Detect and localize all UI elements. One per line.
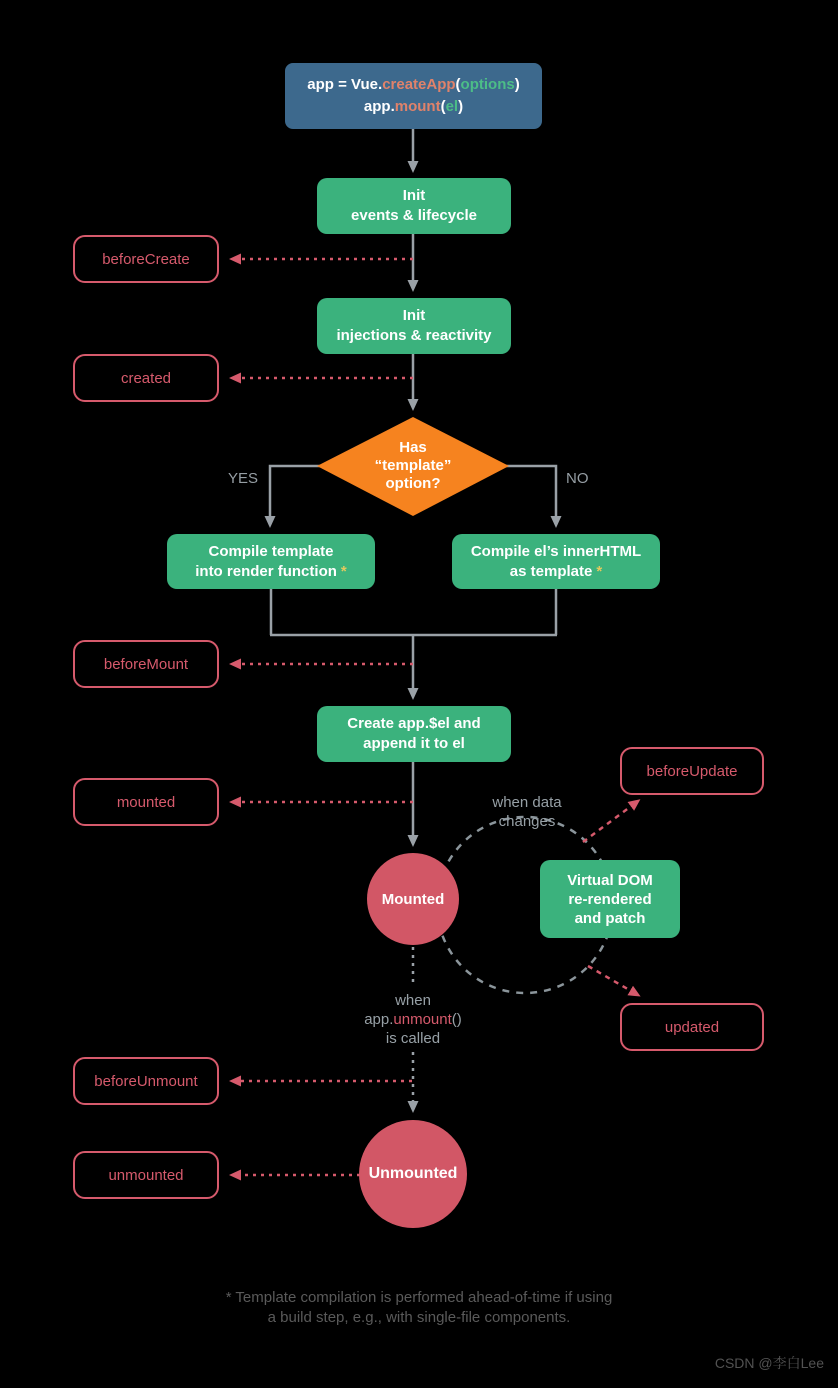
hook-label-beforemount [73,640,219,688]
code-paren: ( [440,98,446,115]
footnote-asterisk: * [596,562,603,580]
init-events-line1: Init [402,187,426,204]
code-line-2 [364,96,463,118]
compile-template-line1: Compile template [208,542,334,560]
compile-template-box [167,534,375,589]
hook-label-beforecreate [73,235,219,283]
compile-el-line2-text: as template [509,562,593,580]
footnote-line2: a build step, e.g., with single-file components. [267,1309,571,1326]
code-line-1 [307,74,519,96]
init-injections-line2: injections & reactivity [336,327,492,344]
code-arg-el: el [445,98,459,115]
hook-text: mounted [116,793,176,811]
create-el-line1: Create app.$el and [347,715,481,732]
unmount-note-pre: app. [364,1011,394,1028]
compile-template-line2-text: into render function [195,562,337,580]
hook-label-created [73,354,219,402]
branch-no-line [496,466,556,525]
unmounted-circle-text: Unmounted [368,1165,458,1182]
when-data-line2: changes [498,813,556,830]
hook-text: created [120,369,172,387]
branch-yes-label: YES [228,470,259,487]
unmount-note-fn: unmount [393,1011,452,1028]
unmount-note-suffix: () [451,1011,462,1028]
create-el-box [317,706,511,762]
hook-text: beforeCreate [102,250,190,268]
footnote-asterisk: * [340,562,347,580]
branch-yes-line [270,466,330,525]
unmount-note-line1: when [395,992,431,1009]
code-arg-options: options [460,76,515,93]
compile-el-line1: Compile el’s innerHTML [470,542,642,560]
when-unmount-note [333,991,493,1048]
code-fn-createapp: createApp [382,76,456,93]
footnote-line1: * Template compilation is performed ahead-of-time if using [225,1289,613,1306]
init-events-line2: events & lifecycle [351,207,477,224]
hook-text: updated [664,1018,720,1036]
mounted-circle [367,853,459,945]
diamond-line1: Has [399,439,427,456]
when-data-line1: when data [492,794,562,811]
watermark: CSDN @李白Lee [714,1355,824,1371]
init-injections-line1: Init [402,307,426,324]
hook-text: beforeMount [103,655,189,673]
create-el-line2: append it to el [363,735,465,752]
compile-el-box [452,534,660,589]
has-template-diamond-text [343,439,483,493]
hook-label-updated [620,1003,764,1051]
unmounted-circle [359,1120,467,1228]
unmount-note-line3: is called [385,1030,441,1047]
init-injections-box [317,298,511,354]
virtual-dom-box [540,860,680,938]
hook-text: beforeUnmount [94,1072,198,1090]
diamond-line3: option? [385,475,441,492]
hook-text: unmounted [108,1166,184,1184]
when-data-changes-note [457,793,597,831]
virtual-dom-line2: re-rendered [568,890,652,908]
merge-lines [270,589,557,635]
diamond-line2: “template” [374,457,452,474]
hook-label-unmounted [73,1151,219,1199]
init-events-box [317,178,511,234]
code-box [285,63,542,129]
branch-no-label: NO [566,470,589,487]
hook-label-beforeupdate [620,747,764,795]
footnote [0,1288,838,1328]
compile-template-line2 [195,562,347,582]
hook-label-beforeunmount [73,1057,219,1105]
mounted-circle-text: Mounted [381,890,445,908]
code-fn-mount: mount [394,98,441,115]
hook-text: beforeUpdate [646,762,738,780]
code-paren: ) [514,76,520,93]
code-paren: ( [455,76,461,93]
virtual-dom-line1: Virtual DOM [567,871,653,889]
compile-el-line2 [510,562,602,582]
hook-label-mounted [73,778,219,826]
code-text: app = Vue. [307,76,383,93]
code-text: app. [363,98,395,115]
arrow-loop-to-updated [588,966,638,995]
unmount-note-line2 [333,1010,493,1029]
code-paren: ) [458,98,464,115]
virtual-dom-line3: and patch [574,909,646,927]
